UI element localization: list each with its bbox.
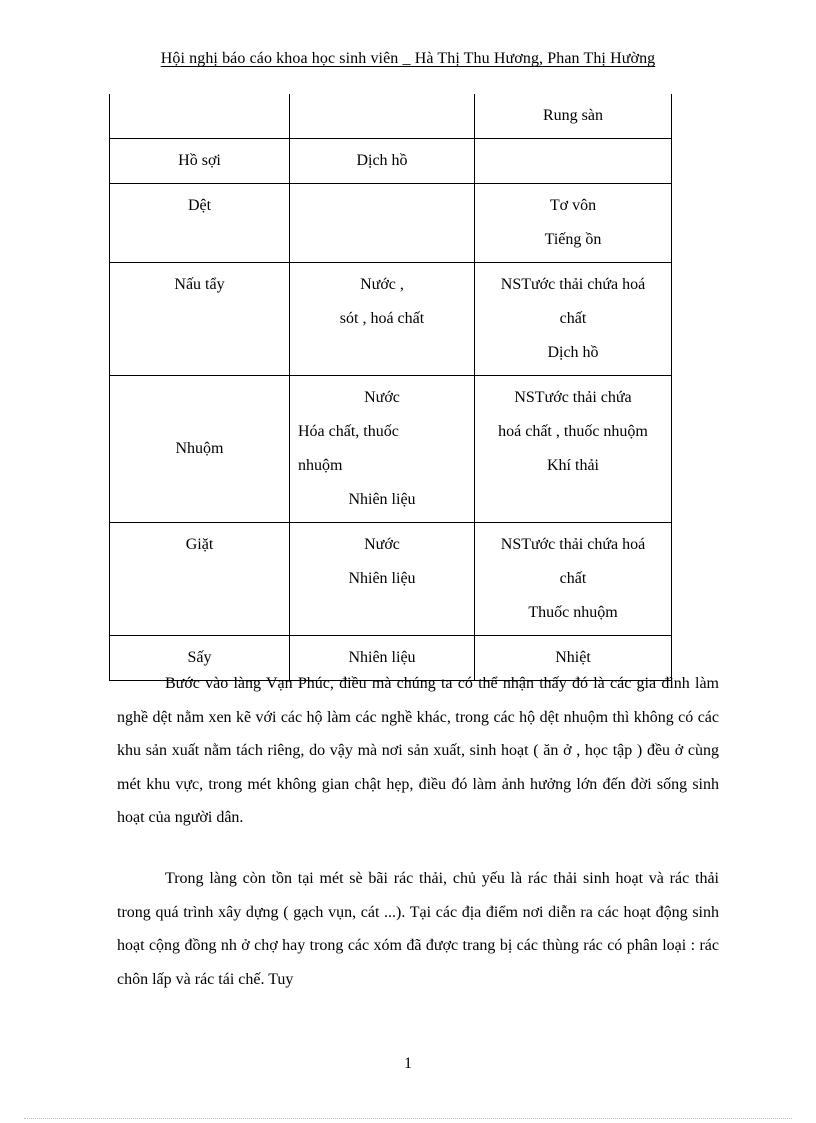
table-cell [290,376,475,523]
footer-divider [24,1118,792,1119]
table-cell [110,184,290,263]
table-cell [290,139,475,184]
cell-line: Thuốc nhuộm [528,604,618,621]
cell-line: Dệt [187,197,212,214]
table-row [110,184,672,263]
table-cell [475,376,672,523]
table-cell [475,523,672,636]
cell-line: NSTước thải chứa hoá [500,276,646,293]
cell-line: chất [559,570,587,587]
cell-line: Nhuộm [175,440,224,457]
table-cell [475,263,672,376]
cell-line: Nấu tẩy [174,276,225,293]
cell-line: Nhiên liệu [348,570,416,587]
table-cell [475,184,672,263]
cell-line: Nước [364,389,400,406]
header-text: Hội nghị báo cáo khoa học sinh viên _ Hà Thị Thu Hương, Phan Thị Hường [160,50,656,67]
paragraph-2-text: Trong làng còn tồn tại mét sè bãi rác thải, chủ yếu là rác thải sinh hoạt và rác thải trong quá trình xây dựng ( gạch vụn, cát ...). Tại các địa điểm nơi diễn ra các hoạt động sinh hoạt cộng đồng nh ở chợ hay trong các xóm đã được trang bị các thùng rác có phân loại : rác chôn lấp và rác tái chế. Tuy [117,870,719,988]
cell-line: NSTước thải chứa [514,389,632,406]
page-number: 1 [404,1055,412,1072]
table-cell [290,523,475,636]
table-row [110,263,672,376]
cell-line: chất [559,310,587,327]
paragraph-1 [117,667,719,835]
cell-line: Nhiên liệu [348,649,416,666]
table-cell [475,139,672,184]
cell-line: Hồ sợi [178,152,221,169]
cell-line: Tiếng ồn [544,231,602,248]
cell-line: hoá chất , thuốc nhuộm [498,423,648,440]
table-cell [110,523,290,636]
table-row [110,523,672,636]
cell-line: Tơ vôn [549,197,597,214]
cell-line: Dịch hồ [356,152,408,169]
table-cell [290,184,475,263]
cell-line: Giặt [185,536,214,553]
process-table [109,94,672,681]
cell-line: NSTước thải chứa hoá [500,536,646,553]
cell-line: Nhiệt [555,649,591,666]
page-header [0,50,816,68]
table-cell [290,263,475,376]
table-cell [110,139,290,184]
cell-line: Dịch hồ [547,344,599,361]
cell-line: Sấy [187,649,212,666]
cell-line: Nước , [360,276,404,293]
table-row [110,376,672,523]
table-cell [475,94,672,139]
cell-line: Hóa chất, thuốc [298,423,399,440]
table-row [110,94,672,139]
table-cell [110,376,290,523]
cell-line: nhuộm [298,457,343,474]
cell-line: Khí thải [547,457,599,474]
table-row [110,139,672,184]
paragraph-1-text: Bước vào làng Vạn Phúc, điều mà chúng ta có thể nhận thấy đó là các gia đình làm nghề dệt nằm xen kẽ với các hộ làm các nghề khác, trong các hộ dệt nhuộm thì không có các khu sản xuất nằm tách riêng, do vậy mà nơi sản xuất, sinh hoạt ( ăn ở , học tập ) đều ở cùng mét khu vực, trong mét không gian chật hẹp, điều đó làm ảnh hưởng lớn đến đời sống sinh hoạt của người dân. [117,675,719,826]
table-cell [110,263,290,376]
paragraph-2 [117,862,719,996]
cell-line: Rung sàn [543,107,603,124]
cell-line: Nước [364,536,400,553]
cell-line: sót , hoá chất [339,310,425,327]
table-cell [290,94,475,139]
table-cell [110,94,290,139]
cell-line: Nhiên liệu [348,491,416,508]
